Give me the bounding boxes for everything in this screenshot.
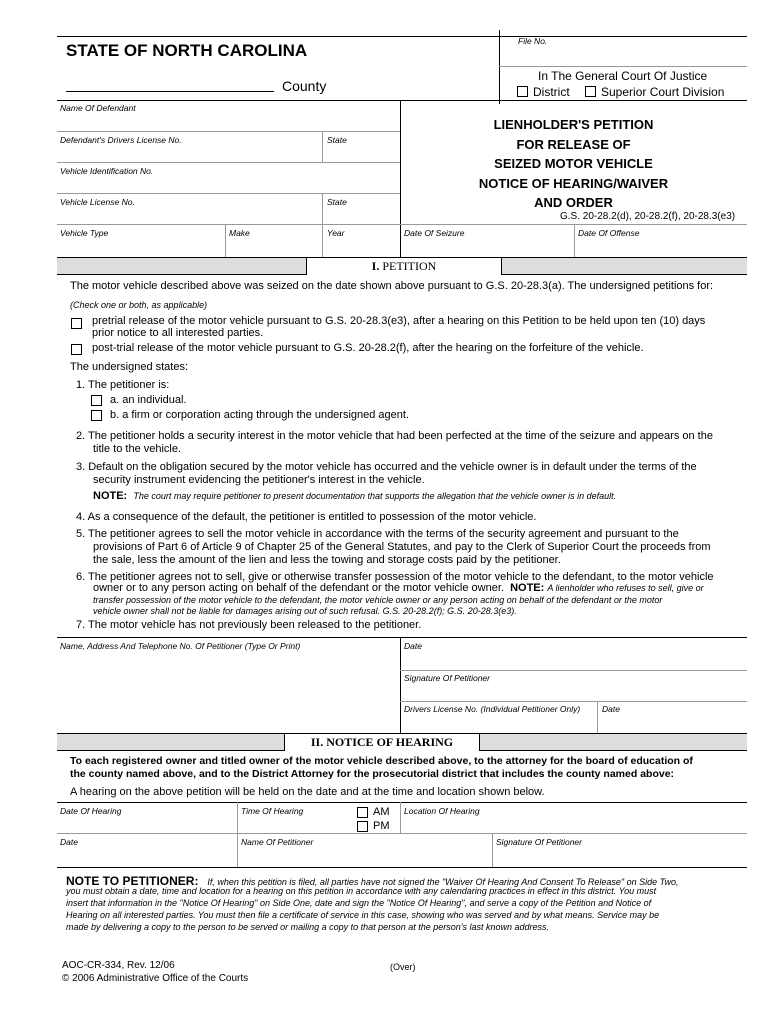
- note-l5: made by delivering a copy to the person to be served or mailing a copy to that person at the person's last known address.: [66, 922, 549, 932]
- top-rule: [57, 36, 747, 37]
- am-checkbox[interactable]: [357, 807, 368, 818]
- pm-checkbox[interactable]: [357, 821, 368, 832]
- statutes: G.S. 20-28.2(d), 20-28.2(f), 20-28.3(e3): [560, 211, 736, 222]
- year-label: Year: [327, 228, 345, 238]
- superior-checkbox[interactable]: [585, 86, 596, 97]
- time-hearing-label: Time Of Hearing: [241, 806, 304, 816]
- hearing-bold-l1: To each registered owner and titled owner of the motor vehicle described above, to the attorney for the board of education of: [70, 755, 693, 767]
- county-line: [66, 91, 274, 92]
- date-hearing-label: Date Of Hearing: [60, 806, 122, 816]
- individual-checkbox[interactable]: [91, 395, 102, 406]
- name-address-label: Name, Address And Telephone No. Of Petitioner (Type Or Print): [60, 641, 301, 651]
- grid-top-rule: [57, 100, 747, 101]
- item-7: 7. The motor vehicle has not previously been released to the petitioner.: [76, 619, 422, 631]
- option-pretrial-l1: pretrial release of the motor vehicle pursuant to G.S. 20-28.3(e3), after a hearing on this Petition to be held upon ten (10) days: [92, 315, 706, 327]
- sig-petitioner-label: Signature Of Petitioner: [404, 673, 490, 683]
- state-title: STATE OF NORTH CAROLINA: [66, 41, 308, 60]
- sig-date-label: Date: [404, 641, 422, 651]
- note-l2: you must obtain a date, time and location for a hearing on this petition in accordance with any calendaring practices in effect in this district. You must: [66, 886, 657, 896]
- note-l1: NOTE TO PETITIONER: If, when this petition is filed, all parties have not signed the "Waiver Of Hearing And Consent To Release" on Side Two,: [66, 874, 679, 888]
- item-1b: b. a firm or corporation acting through the undersigned agent.: [110, 409, 410, 421]
- drivers-license-label: Defendant's Drivers License No.: [60, 135, 182, 145]
- item-2-l1: 2. The petitioner holds a security interest in the motor vehicle that had been perfected at the time of the seizure and appears on the: [76, 430, 713, 442]
- undersigned-states: The undersigned states:: [70, 361, 189, 373]
- item-6-l3: transfer possession of the motor vehicle to the defendant, the motor vehicle owner or any person acting on behalf of the defendant or the motor: [93, 595, 663, 605]
- note-l3: insert that information in the "Notice Of Hearing" on Side One, date and sign the "Notice Of Hearing", and serve a copy of the Petition and Notice of: [66, 898, 652, 908]
- item-1a: a. an individual.: [110, 394, 187, 406]
- sig-date2-label: Date: [602, 704, 620, 714]
- name-petitioner-label: Name Of Petitioner: [241, 837, 314, 847]
- option-pretrial-l2: prior notice to all interested parties.: [92, 327, 264, 339]
- note-l4: Hearing on all interested parties. You must then file a certificate of service in this case, showing who was served and by what means. Service may be: [66, 910, 660, 920]
- file-no-divider: [499, 30, 500, 104]
- vehicle-type-label: Vehicle Type: [60, 228, 109, 238]
- posttrial-checkbox[interactable]: [71, 344, 82, 355]
- make-label: Make: [229, 228, 250, 238]
- item-1: 1. The petitioner is:: [76, 379, 170, 391]
- court-label: In The General Court Of Justice: [538, 69, 708, 83]
- item-6-l1: 6. The petitioner agrees not to sell, give or otherwise transfer possession of the motor vehicle to the defendant, to the motor vehicle: [76, 571, 714, 583]
- hearing-text: A hearing on the above petition will be held on the date and at the time and location shown below.: [70, 786, 545, 798]
- form-title: LIENHOLDER'S PETITION FOR RELEASE OF SEIZED MOTOR VEHICLE NOTICE OF HEARING/WAIVER AND ORDER: [478, 117, 669, 210]
- hearing-date-label: Date: [60, 837, 78, 847]
- hearing-heading: II. NOTICE OF HEARING: [284, 733, 480, 751]
- check-note: (Check one or both, as applicable): [70, 300, 208, 310]
- item-5-l3: the sale, less the amount of the lien and less the towing and storage costs paid by the petitioner.: [93, 554, 561, 566]
- item-6-l4: vehicle owner shall not be liable for damages arising out of such refusal. G.S. 20-28.2(f); G.S. 20-28.3(e3).: [93, 606, 517, 616]
- petition-intro: The motor vehicle described above was seized on the date shown above pursuant to G.S. 20-28.3(a). The undersigned petitions for:: [70, 280, 714, 292]
- vehicle-license-label: Vehicle License No.: [60, 197, 135, 207]
- date-seizure-label: Date Of Seizure: [404, 228, 465, 238]
- defendant-name-label: Name Of Defendant: [60, 103, 136, 113]
- state-label-1: State: [327, 135, 347, 145]
- pm-label: PM: [373, 820, 390, 832]
- over-label: (Over): [390, 962, 416, 972]
- copyright: © 2006 Administrative Office of the Courts: [62, 973, 249, 984]
- file-no-label: File No.: [518, 36, 548, 46]
- county-label: County: [282, 78, 327, 94]
- hearing-sig-label: Signature Of Petitioner: [496, 837, 582, 847]
- hearing-bold-l2: the county named above, and to the District Attorney for the prosecutorial district that includes the county named above:: [70, 768, 675, 780]
- item-6-l2: owner or to any person acting on behalf of the defendant or the motor vehicle owner. NOTE: A lienholder who refuses to sell, give or: [93, 582, 704, 594]
- item-3-note: NOTE: The court may require petitioner to present documentation that supports the allegation that the vehicle owner is in default.: [93, 490, 617, 502]
- option-posttrial: post-trial release of the motor vehicle pursuant to G.S. 20-28.2(f), after the hearing on the forfeiture of the vehicle.: [92, 342, 644, 354]
- item-4: 4. As a consequence of the default, the petitioner is entitled to possession of the motor vehicle.: [76, 511, 537, 523]
- district-label: District: [533, 85, 570, 99]
- location-label: Location Of Hearing: [404, 806, 480, 816]
- vin-label: Vehicle Identification No.: [60, 166, 154, 176]
- item-3-l1: 3. Default on the obligation secured by the motor vehicle has occurred and the vehicle owner is in default under the terms of the: [76, 461, 697, 473]
- form-number: AOC-CR-334, Rev. 12/06: [62, 960, 175, 971]
- petition-heading: I. PETITION: [306, 257, 502, 275]
- dl-label: Drivers License No. (Individual Petitioner Only): [404, 704, 581, 714]
- item-5-l1: 5. The petitioner agrees to sell the motor vehicle in accordance with the terms of the security agreement and pursuant to the: [76, 528, 679, 540]
- am-label: AM: [373, 806, 390, 818]
- pretrial-checkbox[interactable]: [71, 318, 82, 329]
- item-2-l2: title to the vehicle.: [93, 443, 182, 455]
- firm-checkbox[interactable]: [91, 410, 102, 421]
- date-offense-label: Date Of Offense: [578, 228, 640, 238]
- state-label-2: State: [327, 197, 347, 207]
- district-checkbox[interactable]: [517, 86, 528, 97]
- item-3-l2: security instrument evidencing the petitioner's interest in the vehicle.: [93, 474, 425, 486]
- file-no-line: [499, 66, 747, 67]
- item-5-l2: provisions of Part 6 of Article 9 of Chapter 25 of the General Statutes, and pay to the Clerk of Superior Court the proceeds from: [93, 541, 711, 553]
- superior-label: Superior Court Division: [601, 85, 725, 99]
